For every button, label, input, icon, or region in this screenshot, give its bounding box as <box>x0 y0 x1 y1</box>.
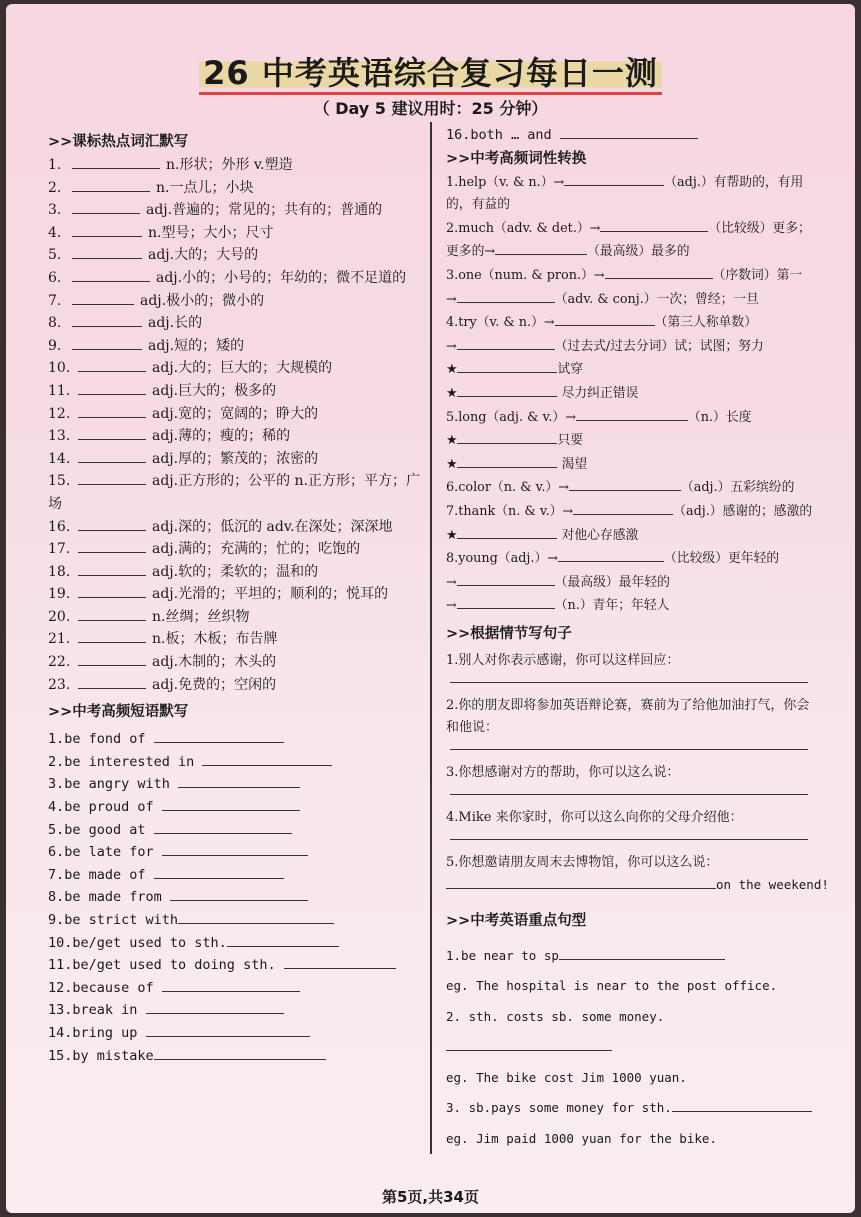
situation-tail: on the weekend! <box>716 876 829 892</box>
pattern-example: eg. The bike cost Jim 1000 yuan. <box>446 1069 687 1085</box>
wf-text: （最高级）最多的 <box>587 244 690 260</box>
phrase-item <box>48 1045 426 1068</box>
answer-blank[interactable] <box>72 290 134 305</box>
phrase-text: 7.be made of <box>48 866 154 883</box>
vocab-item <box>48 290 426 313</box>
vocab-definition: adj.短的；矮的 <box>148 337 245 354</box>
phrase-text: 9.be strict with <box>48 912 179 928</box>
item-number: 23. <box>48 676 71 693</box>
worksheet-page <box>6 4 855 1213</box>
answer-blank[interactable] <box>600 217 708 232</box>
wf-text: （第三人称单数） <box>654 315 758 331</box>
page-footer: 第5页,共34页 <box>381 1188 479 1206</box>
vocab-definition: n.丝绸；丝织物 <box>152 608 250 625</box>
answer-blank[interactable] <box>72 267 150 282</box>
vocab-definition: adj.长的 <box>148 315 203 332</box>
answer-blank[interactable] <box>78 380 146 395</box>
answer-blank[interactable] <box>170 886 308 901</box>
answer-blank[interactable] <box>72 177 150 192</box>
situation-prompt: 2.你的朋友即将参加英语辩论赛，赛前为了给他加油打气，你会和他说： <box>446 697 810 735</box>
answer-blank[interactable] <box>284 954 396 969</box>
phrase-item <box>48 819 426 842</box>
star-icon: ★ <box>446 456 458 472</box>
wf-text: 6.color（n. & v.）→ <box>446 480 569 496</box>
vocab-definition: adj.正方形的；公平的 n.正方形；平方；广场 <box>48 473 421 512</box>
item-number: 5. <box>48 247 62 264</box>
vocab-item <box>48 199 426 222</box>
answer-blank[interactable] <box>72 244 142 259</box>
situation-prompt: 5.你想邀请朋友周末去博物馆，你可以这么说： <box>446 854 719 870</box>
wf-text: （n.）青年；年轻人 <box>554 598 670 614</box>
vocab-definition: adj.极小的；微小的 <box>140 292 265 309</box>
arrow-icon: → <box>446 574 457 590</box>
answer-blank[interactable] <box>457 288 555 303</box>
phrase-item <box>48 796 426 819</box>
vocab-definition: adj.满的；充满的；忙的；吃饱的 <box>152 541 361 558</box>
answer-blank[interactable] <box>564 171 664 186</box>
item-number: 1. <box>48 157 62 173</box>
pattern-example: eg. Jim paid 1000 yuan for the bike. <box>446 1130 717 1146</box>
answer-blank[interactable] <box>154 819 292 834</box>
vocab-definition: n.形状；外形 v.塑造 <box>166 157 293 173</box>
item-number: 21. <box>48 631 71 648</box>
phrase-item <box>48 728 426 751</box>
answer-blank[interactable] <box>162 977 300 992</box>
pattern-text: 3. sb.pays some money for sth. <box>446 1100 672 1116</box>
column-divider <box>430 122 432 1154</box>
patterns-heading: >>中考英语重点句型 <box>446 912 587 929</box>
answer-blank[interactable] <box>154 864 284 879</box>
star-icon: ★ <box>446 527 458 543</box>
answer-blank[interactable] <box>162 796 300 811</box>
answer-blank[interactable] <box>78 606 146 621</box>
phrase-text: 12.because of <box>48 979 162 996</box>
answer-blank[interactable] <box>457 524 557 539</box>
wf-text: （adj.）有帮助的，有用的，有益的 <box>446 174 804 213</box>
vocab-definition: adj.木制的；木头的 <box>152 654 277 671</box>
wf-text: 2.much（adv. & det.）→ <box>446 220 601 236</box>
wf-text: 4.try（v. & n.）→ <box>446 315 555 331</box>
answer-blank[interactable] <box>146 999 284 1014</box>
item-number: 20. <box>48 608 71 625</box>
phrase-item <box>48 773 426 796</box>
wordforms-list <box>446 171 822 618</box>
answer-blank[interactable] <box>573 500 673 515</box>
answer-blank[interactable] <box>154 1045 326 1060</box>
wf-text: 5.long（adj. & v.）→ <box>446 409 576 425</box>
vocab-definition: adj.光滑的；平坦的；顺利的；悦耳的 <box>152 586 389 603</box>
phrase-text: 8.be made from <box>48 889 170 906</box>
situation-prompt: 4.Mike 来你家时，你可以这么向你的父母介绍他： <box>446 809 743 825</box>
answer-blank[interactable] <box>457 594 555 609</box>
answer-blank[interactable] <box>72 154 160 169</box>
vocab-item <box>48 606 426 629</box>
page-title <box>6 48 855 94</box>
item-number: 22. <box>48 654 71 671</box>
wf-text: （最高级）最年轻的 <box>554 574 670 590</box>
phrase-text: 11.be/get used to doing sth. <box>48 957 284 974</box>
item-number: 17. <box>48 541 71 558</box>
answer-blank[interactable] <box>78 628 146 643</box>
phrase-item <box>48 999 426 1022</box>
answer-blank[interactable] <box>72 335 142 350</box>
item-number: 15. <box>48 473 71 490</box>
phrase-item <box>48 751 426 774</box>
vocab-definition: adj.深的；低沉的 adv.在深处；深深地 <box>152 518 393 535</box>
right-column <box>446 124 829 1154</box>
answer-blank[interactable] <box>78 425 146 440</box>
vocab-definition: adj.厚的；繁茂的；浓密的 <box>152 450 319 467</box>
vocab-definition: adj.普遍的；常见的；共有的；普通的 <box>146 202 383 219</box>
situation-prompt: 1.别人对你表示感谢，你可以这样回应： <box>446 652 680 668</box>
phrase-text: 10.be/get used to sth. <box>48 934 227 951</box>
phrases-heading: >>中考高频短语默写 <box>48 704 189 721</box>
item-number: 14. <box>48 450 71 467</box>
arrow-icon: → <box>446 598 457 614</box>
answer-blank[interactable] <box>78 403 146 418</box>
answer-blank[interactable] <box>672 1097 812 1112</box>
page-subtitle: （ Day 5 建议用时：25 分钟） <box>313 99 548 118</box>
answer-blank[interactable] <box>227 932 339 947</box>
phrase-item <box>48 864 426 887</box>
answer-blank[interactable] <box>146 1022 310 1037</box>
left-column <box>48 130 426 1067</box>
vocab-definition: n.一点儿；小块 <box>156 179 254 196</box>
vocab-item <box>48 651 426 674</box>
phrase-text: 13.break in <box>48 1002 146 1019</box>
wf-text: （adv. & conj.）一次；曾经；一旦 <box>554 291 759 307</box>
phrase-item <box>48 977 426 1000</box>
answer-blank[interactable] <box>555 311 655 326</box>
vocab-heading: >>课标热点词汇默写 <box>48 134 189 150</box>
vocab-definition: adj.软的；柔软的；温和的 <box>152 563 319 580</box>
phrase-text: 1.be fond of <box>48 731 154 748</box>
arrow-icon: → <box>446 338 457 354</box>
situations-heading: >>根据情节写句子 <box>446 625 572 642</box>
vocab-definition: n.板；木板；布告牌 <box>152 631 278 648</box>
answer-blank[interactable] <box>558 547 664 562</box>
answer-blank[interactable] <box>72 312 142 327</box>
phrase-text: 15.by mistake <box>48 1047 154 1064</box>
vocab-item <box>48 312 426 335</box>
vocab-item <box>48 538 426 561</box>
wf-text: 尽力纠正错误 <box>561 385 639 401</box>
answer-blank[interactable] <box>457 335 555 350</box>
vocab-item <box>48 403 426 426</box>
star-icon: ★ <box>446 385 458 401</box>
vocab-item <box>48 154 426 177</box>
vocab-item <box>48 222 426 245</box>
answer-blank[interactable] <box>576 406 688 421</box>
vocab-definition: n.型号；大小；尺寸 <box>148 224 274 241</box>
vocab-item <box>48 470 426 515</box>
answer-blank[interactable] <box>78 651 146 666</box>
wf-text: 3.one（num. & pron.）→ <box>446 267 605 283</box>
phrase-item <box>48 841 426 864</box>
wf-text: （过去式/过去分词）试；试图；努力 <box>554 338 764 354</box>
answer-blank[interactable] <box>178 773 300 788</box>
item-number: 10. <box>48 360 71 377</box>
phrase-text: 6.be late for <box>48 844 162 861</box>
wf-text: （n.）长度 <box>687 409 752 425</box>
answer-blank[interactable] <box>72 199 140 214</box>
patterns-list <box>446 941 822 1155</box>
phrase-text: 3.be angry with <box>48 776 179 793</box>
answer-blank[interactable] <box>78 470 146 485</box>
wf-text: （比较级）更多；更多的→ <box>446 220 811 260</box>
answer-line[interactable] <box>450 739 808 750</box>
item-number: 16. <box>48 518 71 535</box>
situations-list <box>446 650 829 897</box>
vocab-item <box>48 267 426 290</box>
item-number: 8. <box>48 315 62 332</box>
answer-blank[interactable] <box>560 124 698 139</box>
answer-blank[interactable] <box>78 448 146 463</box>
phrase-text: 16.both … and <box>446 127 560 143</box>
answer-blank[interactable] <box>78 516 146 531</box>
item-number: 3. <box>48 202 62 219</box>
vocab-item <box>48 380 426 403</box>
phrase-item-16 <box>446 124 822 147</box>
arrow-icon: → <box>446 291 457 307</box>
pattern-text: 1.be near to sp <box>446 947 559 963</box>
page-title-text: 26 中考英语综合复习每日一测 <box>199 54 662 95</box>
vocab-item <box>48 516 426 539</box>
answer-blank[interactable] <box>457 382 557 397</box>
wf-text: 1.help（v. & n.）→ <box>446 174 565 190</box>
item-number: 12. <box>48 405 71 422</box>
item-number: 7. <box>48 292 62 309</box>
answer-line[interactable] <box>450 829 808 840</box>
answer-blank[interactable] <box>446 874 716 889</box>
pattern-text: 2. sth. costs sb. some money. <box>446 1008 665 1024</box>
situation-prompt: 3.你想感谢对方的帮助，你可以这么说： <box>446 764 680 780</box>
answer-blank[interactable] <box>78 583 146 598</box>
vocab-definition: adj.小的；小号的；年幼的；微不足道的 <box>156 269 407 286</box>
item-number: 6. <box>48 269 62 286</box>
vocab-item <box>48 244 426 267</box>
item-number: 4. <box>48 224 62 241</box>
wf-text: 渴望 <box>561 456 588 472</box>
answer-blank[interactable] <box>202 751 332 766</box>
phrase-item <box>48 932 426 955</box>
vocab-definition: adj.大的；巨大的；大规模的 <box>152 360 333 377</box>
wf-text: （比较级）更年轻的 <box>664 551 780 567</box>
phrase-item <box>48 954 426 977</box>
phrase-text: 4.be proud of <box>48 799 162 816</box>
wordforms-heading: >>中考高频词性转换 <box>446 150 587 167</box>
wf-text: 7.thank（n. & v.）→ <box>446 503 574 519</box>
pattern-example: eg. The hospital is near to the post office. <box>446 978 778 994</box>
phrase-text: 2.be interested in <box>48 753 203 770</box>
wf-text: 8.young（adj.）→ <box>446 551 558 567</box>
answer-blank[interactable] <box>457 453 557 468</box>
answer-blank[interactable] <box>78 674 146 689</box>
answer-blank[interactable] <box>78 357 146 372</box>
star-icon: ★ <box>446 433 458 449</box>
vocab-list <box>48 154 426 696</box>
phrase-list <box>48 728 426 1067</box>
vocab-definition: adj.薄的；瘦的；稀的 <box>152 428 291 445</box>
wf-text: （序数词）第一 <box>712 267 803 283</box>
phrase-item <box>48 886 426 909</box>
vocab-definition: adj.大的；大号的 <box>148 247 259 264</box>
item-number: 13. <box>48 428 71 445</box>
vocab-definition: adj.免费的；空闲的 <box>152 676 277 693</box>
phrase-text: 5.be good at <box>48 821 154 838</box>
answer-blank[interactable] <box>162 841 308 856</box>
answer-blank[interactable] <box>457 429 557 444</box>
vocab-item <box>48 674 426 697</box>
answer-blank[interactable] <box>495 240 587 255</box>
answer-blank[interactable] <box>605 264 713 279</box>
star-icon: ★ <box>446 362 458 378</box>
answer-blank[interactable] <box>457 571 555 586</box>
wf-text: 只要 <box>557 433 584 449</box>
answer-blank[interactable] <box>72 222 142 237</box>
answer-blank[interactable] <box>457 358 557 373</box>
answer-blank[interactable] <box>569 476 681 491</box>
answer-blank[interactable] <box>178 909 334 924</box>
vocab-item <box>48 448 426 471</box>
item-number: 2. <box>48 179 62 196</box>
wf-text: （adj.）感谢的；感激的 <box>673 503 813 519</box>
answer-blank[interactable] <box>78 561 146 576</box>
vocab-item <box>48 357 426 380</box>
answer-blank[interactable] <box>78 538 146 553</box>
answer-blank[interactable] <box>446 1036 612 1051</box>
wf-text: 试穿 <box>557 362 584 378</box>
vocab-item <box>48 583 426 606</box>
item-number: 19. <box>48 586 71 603</box>
item-number: 18. <box>48 563 71 580</box>
answer-line[interactable] <box>450 784 808 795</box>
vocab-item <box>48 335 426 358</box>
wf-text: （adj.）五彩缤纷的 <box>680 480 795 496</box>
answer-blank[interactable] <box>154 728 284 743</box>
phrase-item <box>48 909 426 932</box>
answer-blank[interactable] <box>559 945 725 960</box>
vocab-item <box>48 425 426 448</box>
item-number: 9. <box>48 337 62 354</box>
wf-text: 对他心存感激 <box>561 527 639 543</box>
answer-line[interactable] <box>450 672 808 683</box>
item-number: 11. <box>48 382 71 399</box>
phrase-item <box>48 1022 426 1045</box>
phrase-text: 14.bring up <box>48 1024 146 1041</box>
vocab-item <box>48 628 426 651</box>
vocab-definition: adj.巨大的；极多的 <box>152 382 277 399</box>
vocab-item <box>48 561 426 584</box>
vocab-definition: adj.宽的；宽阔的；睁大的 <box>152 405 319 422</box>
vocab-item <box>48 177 426 200</box>
